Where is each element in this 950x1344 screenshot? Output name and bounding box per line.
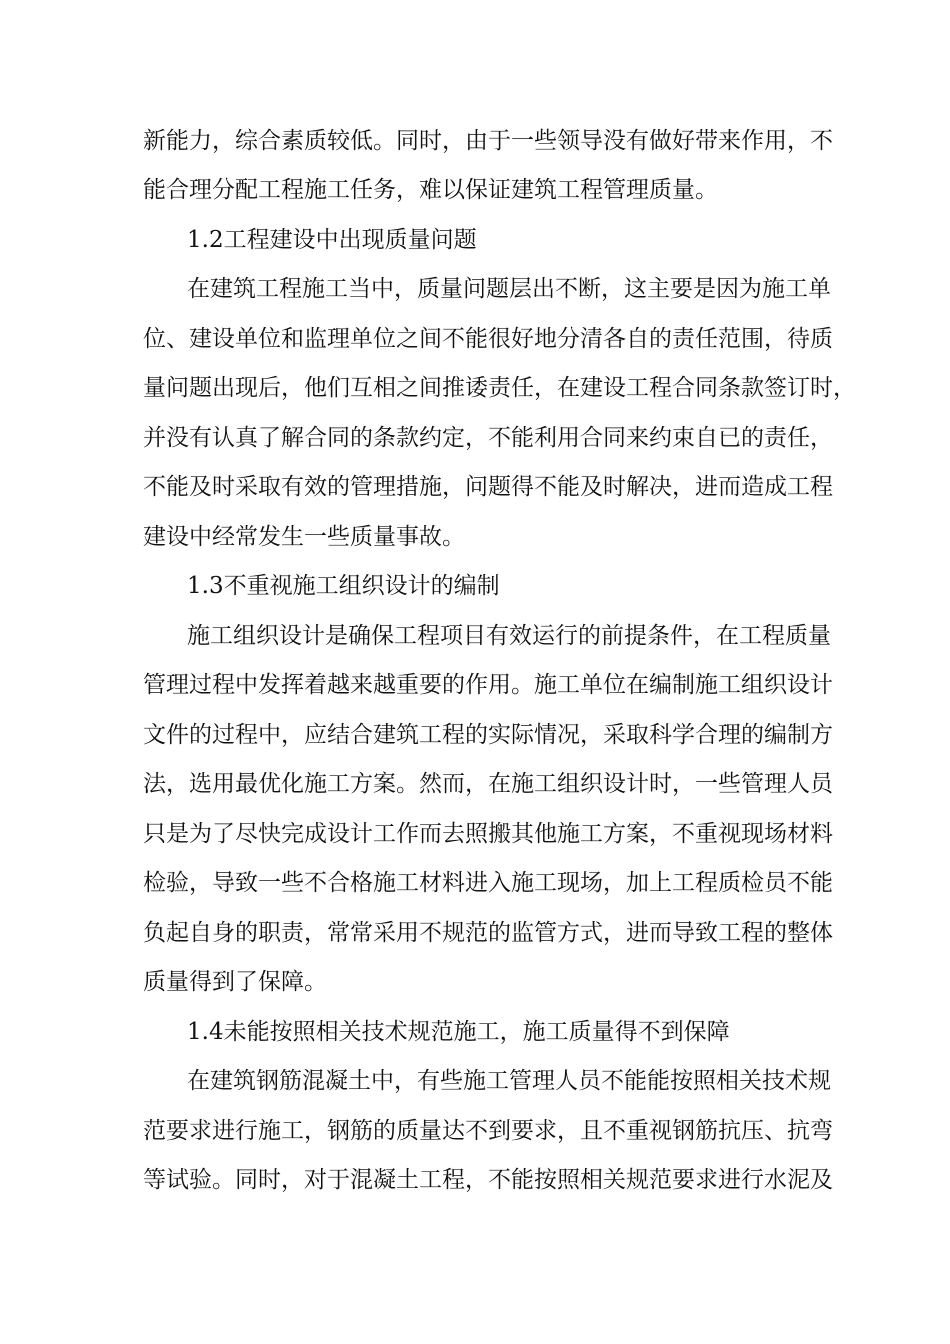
text-line: 量问题出现后，他们互相之间推诿责任，在建设工程合同条款签订时，: [143, 375, 856, 401]
paragraph-start: 施工组织设计是确保工程项目有效运行的前提条件，在工程质量: [187, 623, 831, 649]
section-heading-1-3: 1.3不重视施工组织设计的编制: [187, 573, 500, 599]
text-line: 范要求进行施工，钢筋的质量达不到要求，且不重视钢筋抗压、抗弯: [143, 1118, 833, 1144]
text-line: 新能力，综合素质较低。同时，由于一些领导没有做好带来作用，不: [143, 128, 833, 154]
paragraph-start: 在建筑工程施工当中，质量问题层出不断，这主要是因为施工单: [187, 276, 831, 302]
text-line: 只是为了尽快完成设计工作而去照搬其他施工方案，不重视现场材料: [143, 821, 833, 847]
section-heading-1-4: 1.4未能按照相关技术规范施工，施工质量得不到保障: [187, 1019, 730, 1045]
text-line: 法，选用最优化施工方案。然而，在施工组织设计时，一些管理人员: [143, 771, 833, 797]
text-line: 建设中经常发生一些质量事故。: [143, 524, 465, 550]
text-line: 不能及时采取有效的管理措施，问题得不能及时解决，进而造成工程: [143, 474, 833, 500]
text-line: 能合理分配工程施工任务，难以保证建筑工程管理质量。: [143, 177, 718, 203]
text-line: 质量得到了保障。: [143, 969, 327, 995]
paragraph-start: 在建筑钢筋混凝土中，有些施工管理人员不能能按照相关技术规: [187, 1068, 831, 1094]
text-line: 等试验。同时，对于混凝土工程，不能按照相关规范要求进行水泥及: [143, 1167, 833, 1193]
text-line: 并没有认真了解合同的条款约定，不能利用合同来约束自已的责任，: [143, 425, 833, 451]
text-line: 文件的过程中，应结合建筑工程的实际情况，采取科学合理的编制方: [143, 722, 833, 748]
section-heading-1-2: 1.2工程建设中出现质量问题: [187, 227, 477, 253]
text-line: 管理过程中发挥着越来越重要的作用。施工单位在编制施工组织设计: [143, 672, 833, 698]
text-line: 位、建设单位和监理单位之间不能很好地分清各自的责任范围，待质: [143, 326, 833, 352]
text-line: 负起自身的职责，常常采用不规范的监管方式，进而导致工程的整体: [143, 920, 833, 946]
text-line: 检验，导致一些不合格施工材料进入施工现场，加上工程质检员不能: [143, 870, 833, 896]
